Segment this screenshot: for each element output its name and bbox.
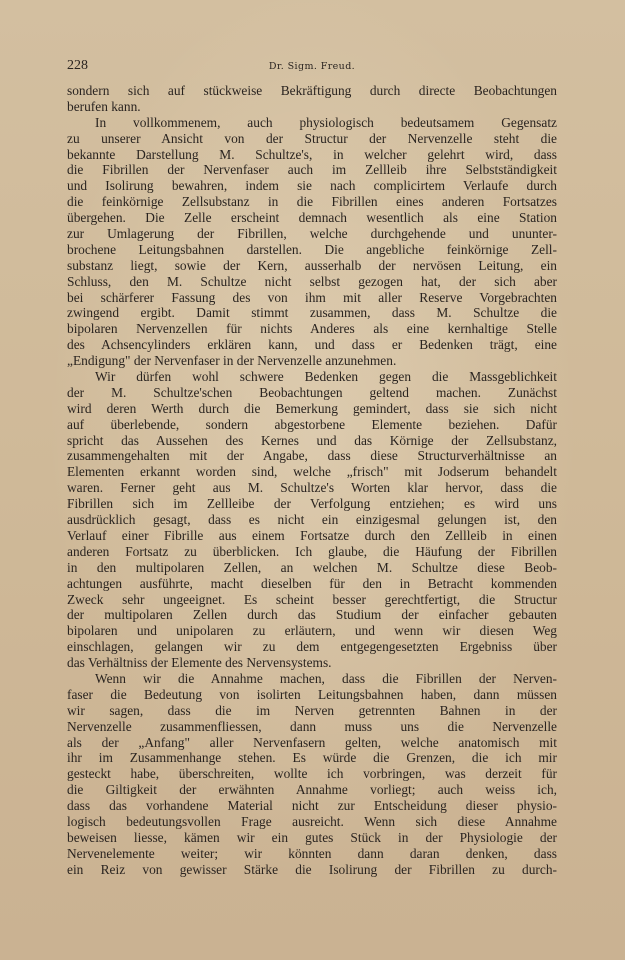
text-line: bipolaren Nervenzellen für nichts Anderes als eine kernhaltige Stelle: [67, 321, 557, 337]
text-line: Schluss, den M. Schultze nicht selbst gezogen hat, der sich aber: [67, 273, 557, 289]
text-line: die Giltigkeit der erwähnten Annahme vorliegt; auch weiss ich,: [67, 782, 557, 798]
text-line: Nervenzelle zusammenfliessen, dann muss uns die Nervenzelle: [67, 718, 557, 734]
text-line: der M. Schultze'schen Beobachtungen geltend machen. Zunächst: [67, 384, 557, 400]
text-line: bipolaren und unipolaren zu erläutern, und wenn wir diesen Weg: [67, 623, 557, 639]
text-line: auf überlebende, sondern abgestorbene Elemente beziehen. Dafür: [67, 416, 557, 432]
text-line: achtungen ausführte, macht dieselben für den in Betracht kommenden: [67, 575, 557, 591]
text-line: anderen Fortsatz zu überblicken. Ich glaube, die Häufung der Fibrillen: [67, 543, 557, 559]
text-line: bei schärferer Fassung des von ihm mit aller Reserve Vorgebrachten: [67, 289, 557, 305]
text-line: Nervenelemente weiter; wir könnten dann daran denken, dass: [67, 845, 557, 861]
text-line: zwingend ergibt. Damit stimmt zusammen, dass M. Schultze die: [67, 305, 557, 321]
text-line: zu unserer Ansicht von der Structur der Nervenzelle steht die: [67, 130, 557, 146]
page-number: 228: [67, 58, 88, 73]
text-line: als der „Anfang" aller Nervenfasern gelten, welche anatomisch mit: [67, 734, 557, 750]
text-line: sondern sich auf stückweise Bekräftigung durch directe Beobachtungen: [67, 83, 557, 98]
text-line: und Isolirung bewahren, indem sie nach complicirtem Verlaufe durch: [67, 178, 557, 194]
text-line: „Endigung" der Nervenfaser in der Nervenzelle anzunehmen.: [67, 353, 397, 369]
text-line: in den multipolaren Zellen, an welchen M. Schultze diese Beob-: [67, 559, 557, 575]
text-line: ein Reiz von gewisser Stärke die Isolirung der Fibrillen zu durch-: [67, 861, 557, 877]
text-line: logisch bedeutungsvollen Frage ausreicht. Wenn sich diese Annahme: [67, 813, 557, 829]
text-line: substanz liegt, sowie der Kern, ausserhalb der nervösen Leitung, ein: [67, 257, 557, 273]
text-line: berufen kann.: [67, 98, 141, 114]
text-line: Elementen erkannt worden sind, welche „frisch" mit Jodserum behandelt: [67, 464, 557, 480]
text-line: dass das vorhandene Material nicht zur Entscheidung dieser physio-: [67, 798, 557, 814]
text-line: In vollkommenem, auch physiologisch bedeutsamem Gegensatz: [95, 114, 557, 130]
text-line: ausdrücklich gesagt, dass es nicht ein einzigesmal gelungen ist, den: [67, 512, 557, 528]
text-line: gesteckt habe, überschreiten, wollte ich vorbringen, was derzeit für: [67, 766, 557, 782]
text-line: bekannte Darstellung M. Schultze's, in welcher gelehrt wird, dass: [67, 146, 557, 162]
text-line: des Achsencylinders erklären kann, und dass er Bedenken trägt, eine: [67, 337, 557, 353]
body-text: [67, 83, 557, 878]
text-line: Wenn wir die Annahme machen, dass die Fibrillen der Nerven-: [95, 670, 557, 686]
text-line: ihr im Zusammenhange stehen. Es würde die Grenzen, die ich mir: [67, 750, 557, 766]
text-line: das Verhältniss der Elemente des Nervensystems.: [67, 655, 332, 671]
text-line: Wir dürfen wohl schwere Bedenken gegen die Massgeblichkeit: [95, 369, 557, 385]
text-line: zusammengehalten mit der Angabe, dass diese Structurverhältnisse an: [67, 448, 557, 464]
text-line: brochene Leitungsbahnen darstellen. Die angebliche feinkörnige Zell-: [67, 241, 557, 257]
text-line: zur Umlagerung der Fibrillen, welche durchgehende und ununter-: [67, 226, 557, 242]
text-line: wird deren Werth durch die Bemerkung gemindert, dass sie sich nicht: [67, 400, 557, 416]
text-line: Zweck sehr ungeeignet. Es scheint besser gerechtfertigt, die Structur: [67, 591, 557, 607]
text-line: einschlagen, gelangen wir zu dem entgegengesetzten Ergebniss über: [67, 639, 557, 655]
text-line: Verlauf einer Fibrille aus einem Fortsatze durch den Zellleib in einen: [67, 527, 557, 543]
running-head: Dr. Sigm. Freud.: [268, 61, 356, 72]
page-header: [67, 58, 557, 76]
text-line: der multipolaren Zellen durch das Studium der einfacher gebauten: [67, 607, 557, 623]
text-line: faser die Bedeutung von isolirten Leitungsbahnen haben, dann müssen: [67, 686, 557, 702]
text-line: übergehen. Die Zelle erscheint demnach wesentlich als eine Station: [67, 210, 557, 226]
text-line: wir sagen, dass die im Nerven getrennten Bahnen in der: [67, 702, 557, 718]
text-line: beweisen liesse, kämen wir ein gutes Stück in der Physiologie der: [67, 829, 557, 845]
text-line: die feinkörnige Zellsubstanz in die Fibrillen eines anderen Fortsatzes: [67, 194, 557, 210]
text-line: waren. Ferner geht aus M. Schultze's Worten klar hervor, dass die: [67, 480, 557, 496]
text-line: Fibrillen sich im Zellleibe der Verfolgung entziehen; es wird uns: [67, 496, 557, 512]
text-line: spricht das Aussehen des Kernes und das Körnige der Zellsubstanz,: [67, 432, 557, 448]
text-line: die Fibrillen der Nervenfaser auch im Zellleib ihre Selbstständigkeit: [67, 162, 557, 178]
